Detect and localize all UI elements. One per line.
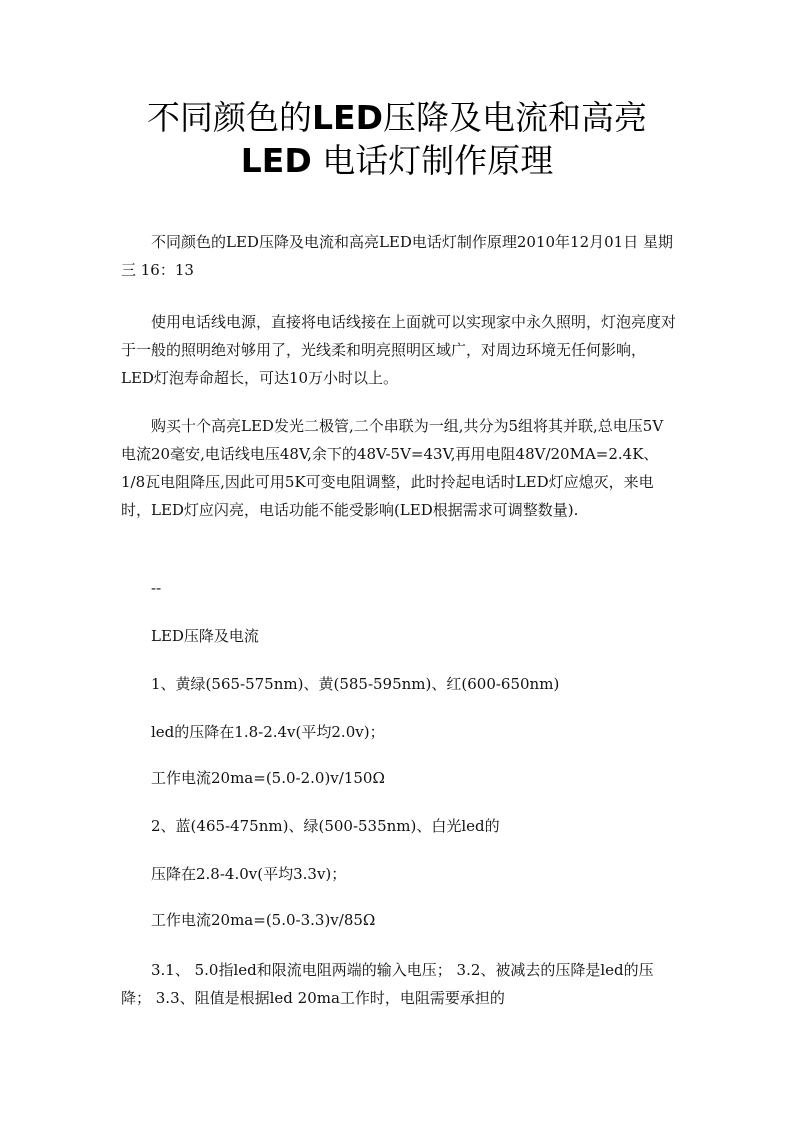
intro-paragraph: 不同颜色的LED压降及电流和高亮LED电话灯制作原理2010年12月01日 星期三 16：13 (121, 233, 673, 279)
list-item-2-voltage-drop: 压降在2.8-4.0v(平均3.3v)； (151, 865, 347, 883)
list-item-1-voltage-drop: led的压降在1.8-2.4v(平均2.0v)； (151, 723, 385, 741)
notes-paragraph: 3.1、 5.0指led和限流电阻两端的输入电压； 3.2、被减去的压降是led的压降； 3.3、阻值是根据led 20ma工作时，电阻需要承担的 (121, 961, 654, 1007)
list-item-2: 2、蓝(465-475nm)、绿(500-535nm)、白光led的 (151, 817, 500, 835)
title-line1-post: 压降及电流和高亮 (382, 98, 647, 137)
usage-paragraph: 使用电话线电源，直接将电话线接在上面就可以实现家中永久照明，灯泡亮度对于一般的照明绝对够用了，光线柔和明亮照明区域广，对周边环境无任何影响，LED灯泡寿命超长，可达10万小时以上。 (121, 313, 677, 387)
title-line1-bold: LED (312, 98, 383, 137)
separator: -- (151, 579, 162, 597)
list-item-1: 1、黄绿(565-575nm)、黄(585-595nm)、红(600-650nm) (151, 675, 560, 693)
title-line2-post: 电话灯制作原理 (322, 141, 554, 180)
purchase-paragraph: 购买十个高亮LED发光二极管,二个串联为一组,共分为5组将其并联,总电压5V电流20毫安,电话线电压48V,余下的48V-5V=43V,再用电阻48V/20MA=2.4K、1/8瓦电阻降压,因此可用5K可变电阻调整，此时拎起电话时LED灯应熄灭，来电时，LED灯应闪亮，电话功能不能受影响(LED根据需求可调整数量). (121, 417, 664, 519)
document-title-line2 (0, 141, 794, 181)
list-item-1-current: 工作电流20ma=(5.0-2.0)v/150Ω (151, 769, 385, 787)
document-title-line1 (0, 98, 794, 138)
title-line1-pre: 不同颜色的 (147, 98, 313, 137)
list-item-2-current: 工作电流20ma=(5.0-3.3)v/85Ω (151, 911, 376, 929)
section-heading: LED压降及电流 (151, 627, 259, 645)
title-line2-bold: LED (240, 141, 312, 180)
